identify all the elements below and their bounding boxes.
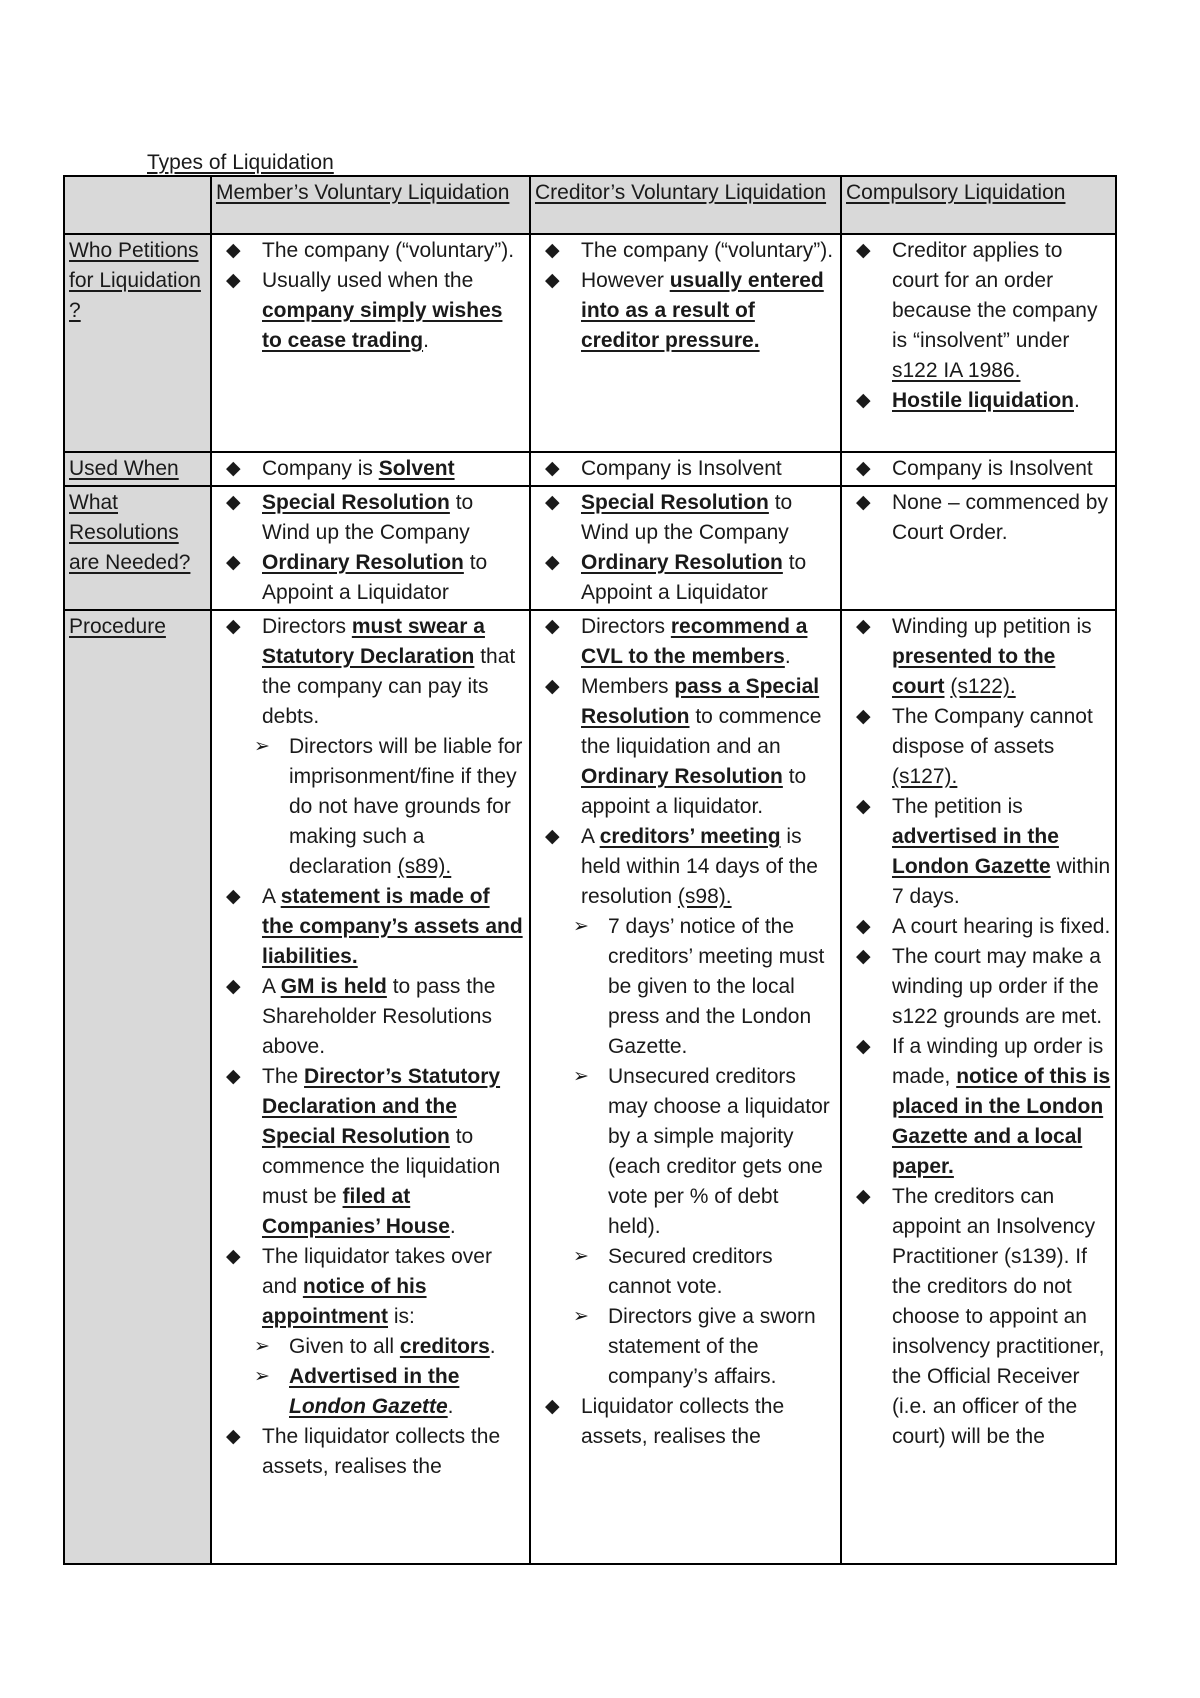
bullet-item bbox=[216, 236, 525, 266]
text-run: Directors will be liable for imprisonment/fine if they do not have grounds for making such a declaration bbox=[289, 735, 523, 878]
text-run: 7 days’ notice of the creditors’ meeting must be given to the local press and the London Gazette. bbox=[608, 915, 825, 1058]
row-header-used-when: Used When bbox=[64, 452, 211, 486]
sub-bullet-list bbox=[216, 1332, 525, 1422]
cell-used-mvl bbox=[211, 452, 530, 486]
cell-procedure-mvl bbox=[211, 610, 530, 1564]
sub-bullet-item bbox=[216, 732, 525, 882]
bullet-item bbox=[846, 942, 1111, 1032]
text-run: Ordinary Resolution bbox=[581, 551, 783, 574]
bullet-list bbox=[535, 488, 836, 608]
text-run: must swear a Statutory Declaration bbox=[262, 615, 485, 668]
sub-bullet-list bbox=[216, 732, 525, 882]
text-run: The Company cannot dispose of assets bbox=[892, 705, 1093, 758]
row-header-resolutions: What Resolutions are Needed? bbox=[64, 486, 211, 610]
text-run: Directors bbox=[262, 615, 352, 638]
bullet-item bbox=[216, 1242, 525, 1422]
text-run: Director’s Statutory Declaration and the Special Resolution bbox=[262, 1065, 501, 1148]
text-run: (s98). bbox=[677, 885, 732, 908]
text-run: A court hearing is fixed. bbox=[892, 915, 1111, 938]
sub-bullet-item bbox=[216, 1332, 525, 1362]
cell-who-compulsory bbox=[841, 234, 1116, 452]
text-run: The creditors can appoint an Insolvency Practitioner (s139). If the creditors do not choose to appoint an insolvency practitioner, the Official Receiver (i.e. an officer of the court) will be the bbox=[892, 1185, 1105, 1448]
bullet-list bbox=[846, 612, 1111, 1452]
bullet-item bbox=[535, 612, 836, 672]
bullet-item bbox=[846, 792, 1111, 912]
liquidation-comparison-table bbox=[63, 175, 1117, 1565]
cell-resolutions-compulsory bbox=[841, 486, 1116, 610]
sub-bullet-item bbox=[535, 1242, 836, 1302]
text-run: notice of this is placed in the London Gazette and a local paper. bbox=[892, 1065, 1111, 1178]
text-run: to Wind up the Company bbox=[262, 491, 474, 544]
bullet-list bbox=[535, 236, 836, 356]
text-run: The liquidator takes over and bbox=[262, 1245, 492, 1298]
text-run: recommend a CVL to the members bbox=[581, 615, 808, 668]
text-run: . bbox=[784, 645, 791, 668]
text-run: company simply wishes to cease trading bbox=[262, 299, 503, 352]
text-run: Winding up petition is bbox=[892, 615, 1092, 638]
text-run: to Appoint a Liquidator bbox=[581, 551, 807, 604]
text-run: GM is held bbox=[280, 975, 387, 998]
text-run: . bbox=[423, 329, 429, 352]
text-run: However bbox=[581, 269, 670, 292]
text-run: Directors bbox=[581, 615, 671, 638]
bullet-list bbox=[216, 454, 525, 484]
text-run: statement is made of the company’s assets and liabilities. bbox=[262, 885, 523, 968]
bullet-item bbox=[846, 236, 1111, 386]
sub-bullet-item bbox=[535, 1302, 836, 1392]
text-run: The liquidator collects the assets, realises the bbox=[262, 1425, 501, 1478]
bullet-item bbox=[846, 612, 1111, 702]
sub-bullet-item bbox=[535, 1062, 836, 1242]
bullet-item bbox=[216, 1422, 525, 1482]
cell-who-cvl bbox=[530, 234, 841, 452]
text-run: None – commenced by Court Order. bbox=[892, 491, 1108, 544]
bullet-item bbox=[216, 266, 525, 356]
text-run: within 7 days. bbox=[892, 855, 1111, 908]
text-run: notice of his appointment bbox=[262, 1275, 427, 1328]
text-run: to Appoint a Liquidator bbox=[262, 551, 488, 604]
text-run: The petition is bbox=[892, 795, 1023, 818]
text-run: Directors give a sworn statement of the company’s affairs. bbox=[608, 1305, 816, 1388]
text-run: London Gazette bbox=[289, 1395, 448, 1418]
text-run: Company is bbox=[262, 457, 379, 480]
bullet-item bbox=[216, 882, 525, 972]
text-run: to pass the Shareholder Resolutions above. bbox=[262, 975, 496, 1058]
bullet-item bbox=[846, 702, 1111, 792]
sub-bullet-item bbox=[216, 1362, 525, 1422]
text-run: Secured creditors cannot vote. bbox=[608, 1245, 773, 1298]
text-run: filed at Companies’ House bbox=[262, 1185, 450, 1238]
bullet-item bbox=[216, 612, 525, 882]
cell-resolutions-mvl bbox=[211, 486, 530, 610]
text-run: is: bbox=[388, 1305, 415, 1328]
text-run: Ordinary Resolution bbox=[262, 551, 464, 574]
text-run: If a winding up order is made, bbox=[892, 1035, 1104, 1088]
text-run: Usually used when the bbox=[262, 269, 474, 292]
bullet-item bbox=[846, 1182, 1111, 1452]
text-run: . bbox=[1074, 389, 1080, 412]
text-run: . bbox=[449, 1215, 456, 1238]
text-run: . bbox=[447, 1395, 454, 1418]
bullet-item bbox=[846, 488, 1111, 548]
bullet-list bbox=[216, 236, 525, 356]
bullet-list bbox=[846, 488, 1111, 548]
column-header-cvl: Creditor’s Voluntary Liquidation bbox=[530, 176, 841, 234]
bullet-list bbox=[535, 454, 836, 484]
cell-procedure-compulsory bbox=[841, 610, 1116, 1564]
text-run: creditors bbox=[399, 1335, 490, 1358]
text-run: . bbox=[489, 1335, 496, 1358]
text-run: The company (“voluntary”). bbox=[581, 239, 834, 262]
bullet-list bbox=[216, 488, 525, 608]
column-header-compulsory: Compulsory Liquidation bbox=[841, 176, 1116, 234]
bullet-item bbox=[535, 822, 836, 1392]
text-run: to commence the liquidation and an bbox=[581, 705, 822, 758]
text-run: Company is Insolvent bbox=[581, 457, 782, 480]
text-run: Creditor applies to court for an order because the company is “insolvent” under bbox=[892, 239, 1098, 352]
text-run: (s122). bbox=[950, 675, 1016, 698]
text-run: Liquidator collects the assets, realises the bbox=[581, 1395, 785, 1448]
text-run: Members bbox=[581, 675, 675, 698]
text-run: to commence the liquidation must be bbox=[262, 1125, 501, 1208]
cell-who-mvl bbox=[211, 234, 530, 452]
text-run: (s89). bbox=[397, 855, 452, 878]
text-run: Solvent bbox=[378, 457, 455, 480]
text-run: (s127). bbox=[892, 765, 958, 788]
column-header-mvl: Member’s Voluntary Liquidation bbox=[211, 176, 530, 234]
bullet-item bbox=[216, 488, 525, 548]
bullet-item bbox=[535, 548, 836, 608]
text-run: A bbox=[262, 975, 281, 998]
sub-bullet-list bbox=[535, 912, 836, 1392]
text-run: Special Resolution bbox=[262, 491, 450, 514]
bullet-item bbox=[535, 1392, 836, 1452]
text-run: Company is Insolvent bbox=[892, 457, 1093, 480]
text-run: The company (“voluntary”). bbox=[262, 239, 515, 262]
bullet-list bbox=[216, 612, 525, 1482]
text-run: Unsecured creditors may choose a liquidator by a simple majority (each creditor gets one vote per % of debt held). bbox=[608, 1065, 830, 1238]
text-run: A bbox=[262, 885, 281, 908]
text-run: Advertised in the bbox=[289, 1365, 460, 1388]
bullet-list bbox=[535, 612, 836, 1452]
text-run: creditors’ meeting bbox=[599, 825, 781, 848]
text-run: Ordinary Resolution bbox=[581, 765, 783, 788]
text-run: A bbox=[581, 825, 600, 848]
row-header-who-petitions: Who Petitions for Liquidation ? bbox=[64, 234, 211, 452]
bullet-item bbox=[846, 1032, 1111, 1182]
bullet-item bbox=[535, 488, 836, 548]
text-run: is held within 14 days of the resolution bbox=[581, 825, 818, 908]
text-run: advertised in the London Gazette bbox=[892, 825, 1059, 878]
bullet-item bbox=[216, 1062, 525, 1242]
bullet-item bbox=[535, 672, 836, 822]
text-run: Hostile liquidation bbox=[892, 389, 1074, 412]
bullet-item bbox=[846, 454, 1111, 484]
text-run: s122 IA 1986. bbox=[892, 359, 1021, 382]
sub-bullet-item bbox=[535, 912, 836, 1062]
bullet-item bbox=[216, 548, 525, 608]
text-run: usually entered into as a result of creditor pressure. bbox=[581, 269, 824, 352]
corner-cell bbox=[64, 176, 211, 234]
text-run: that the company can pay its debts. bbox=[262, 645, 516, 728]
text-run: pass a Special Resolution bbox=[581, 675, 820, 728]
text-run: Special Resolution bbox=[581, 491, 769, 514]
bullet-list bbox=[846, 236, 1111, 416]
text-run: The court may make a winding up order if the s122 grounds are met. bbox=[892, 945, 1103, 1028]
bullet-item bbox=[535, 454, 836, 484]
cell-used-cvl bbox=[530, 452, 841, 486]
bullet-item bbox=[846, 912, 1111, 942]
text-run: Given to all bbox=[289, 1335, 400, 1358]
cell-procedure-cvl bbox=[530, 610, 841, 1564]
bullet-item bbox=[216, 972, 525, 1062]
text-run: to Wind up the Company bbox=[581, 491, 793, 544]
text-run: presented to the court bbox=[892, 645, 1056, 698]
row-header-procedure: Procedure bbox=[64, 610, 211, 1564]
text-run: to appoint a liquidator. bbox=[581, 765, 807, 818]
page-title: Types of Liquidation bbox=[147, 151, 334, 174]
bullet-item bbox=[846, 386, 1111, 416]
cell-used-compulsory bbox=[841, 452, 1116, 486]
bullet-item bbox=[535, 266, 836, 356]
bullet-item bbox=[216, 454, 525, 484]
text-run: The bbox=[262, 1065, 305, 1088]
cell-resolutions-cvl bbox=[530, 486, 841, 610]
bullet-list bbox=[846, 454, 1111, 484]
bullet-item bbox=[535, 236, 836, 266]
